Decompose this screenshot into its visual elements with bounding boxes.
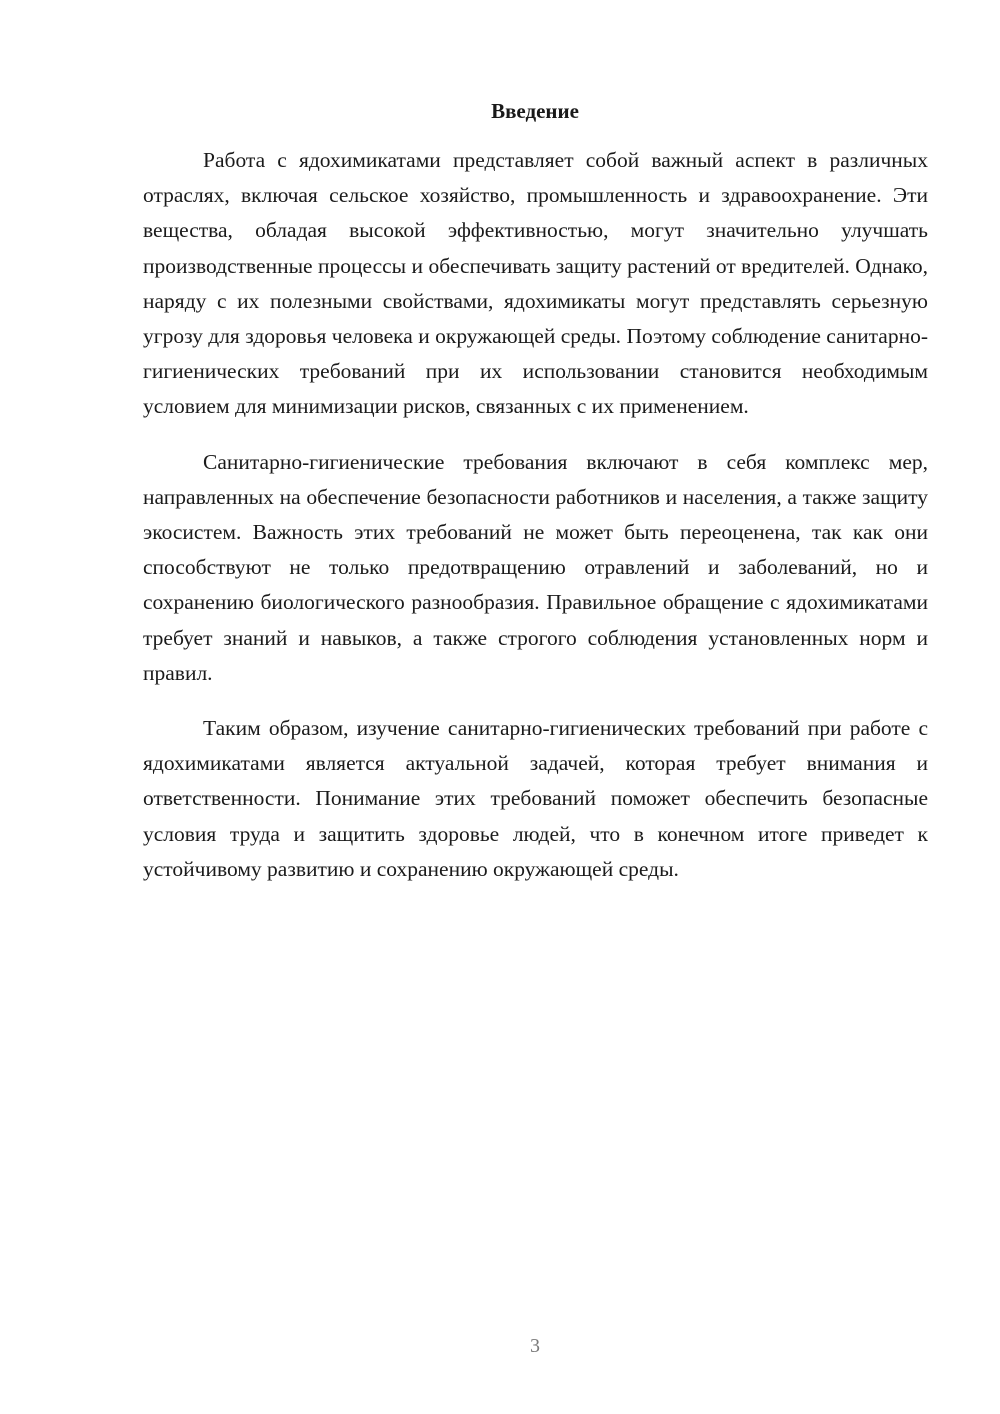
paragraph-1: Работа с ядохимикатами представляет собой важный аспект в различных отраслях, включая сельское хозяйство, промышленность и здравоохранение. Эти вещества, обладая высокой эффективностью, могут значительно улучшать производственные процессы и обеспечивать защиту растений от вредителей. Однако, наряду с их полезными свойствами, ядохимикаты могут представлять серьезную угрозу для здоровья человека и окружающей среды. Поэтому соблюдение санитарно-гигиенических требований при их использовании становится необходимым условием для минимизации рисков, связанных с их применением. [143, 148, 928, 419]
paragraph-3: Таким образом, изучение санитарно-гигиенических требований при работе с ядохимикатами является актуальной задачей, которая требует внимания и ответственности. Понимание этих требований поможет обеспечить безопасные условия труда и защитить здоровье людей, что в конечном итоге приведет к устойчивому развитию и сохранению окружающей среды. [143, 716, 928, 881]
page-title: Введение [491, 99, 579, 123]
document-body [143, 143, 928, 907]
page-number: 3 [530, 1335, 540, 1357]
paragraph-2: Санитарно-гигиенические требования включают в себя комплекс мер, направленных на обеспечение безопасности работников и населения, а также защиту экосистем. Важность этих требований не может быть переоценена, так как они способствуют не только предотвращению отравлений и заболеваний, но и сохранению биологического разнообразия. Правильное обращение с ядохимикатами требует знаний и навыков, а также строгого соблюдения установленных норм и правил. [143, 449, 928, 685]
